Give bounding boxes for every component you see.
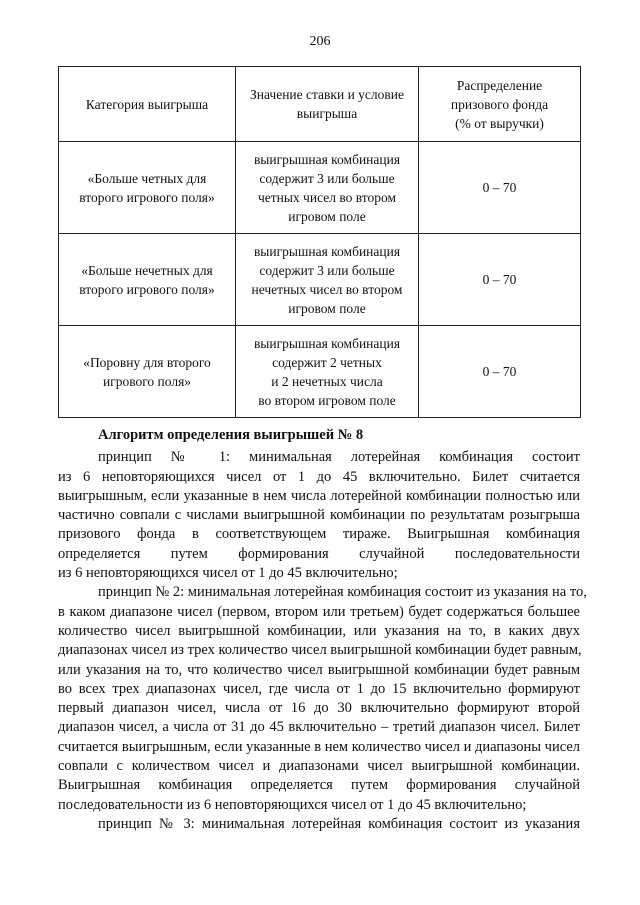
header-distribution: Распределение призового фонда (% от выручки) xyxy=(419,67,581,142)
table-row xyxy=(59,234,581,326)
header-condition: Значение ставки и условие выигрыша xyxy=(236,67,419,142)
prize-distribution-table xyxy=(58,66,581,418)
table-header-row xyxy=(59,67,581,142)
category-cell: «Больше четных для второго игрового поля» xyxy=(59,142,236,234)
table-row xyxy=(59,326,581,418)
table-row xyxy=(59,142,581,234)
condition-cell: выигрышная комбинация содержит 3 или больше четных чисел во втором игровом поле xyxy=(236,142,419,234)
principle-1-paragraph: принцип № 1: минимальная лотерейная комбинация состоит из 6 неповторяющихся чисел от 1 до 45 включительно. Билет считается выигрышным, если указанные в нем числа лотерейной комбинации полностью или частично совпали с числами выигрышной комбинации по результатам розыгрыша призового фонда в соответствующем тираже. Выигрышная комбинация определяется путем формирования случайной последовательности из 6 неповторяющихся чисел от 1 до 45 включительно; xyxy=(58,449,580,582)
principle-2-paragraph: принцип № 2: минимальная лотерейная комбинация состоит из указания на то, в каком диапазоне чисел (первом, втором или третьем) будет содержаться большее количество чисел выигрышной комбинации, или указания на то, в каких двух диапазонах чисел из трех количество чисел выигрышной комбинации будет равным, или указания на то, что количество чисел выигрышной комбинации будет равным во всех трех диапазонах чисел, где числа от 1 до 15 включительно формируют первый диапазон чисел, числа от 16 до 30 включительно формируют второй диапазон чисел, а числа от 31 до 45 включительно – третий диапазон чисел. Билет считается выигрышным, если указанные в нем количество чисел и диапазоны чисел совпали с количеством чисел и диапазонами чисел выигрышной комбинации. Выигрышная комбинация определяется путем формирования случайной последовательности из 6 неповторяющихся чисел от 1 до 45 включительно; xyxy=(58,584,587,813)
category-cell: «Поровну для второго игрового поля» xyxy=(59,326,236,418)
page-number: 206 xyxy=(309,34,331,49)
condition-cell: выигрышная комбинация содержит 3 или больше нечетных чисел во втором игровом поле xyxy=(236,234,419,326)
principle-3-paragraph: принцип № 3: минимальная лотерейная комбинация состоит из указания xyxy=(98,815,580,832)
header-category: Категория выигрыша xyxy=(59,67,236,142)
distribution-cell: 0 – 70 xyxy=(419,234,581,326)
algorithm-section xyxy=(58,426,587,834)
category-cell: «Больше нечетных для второго игрового поля» xyxy=(59,234,236,326)
condition-cell: выигрышная комбинация содержит 2 четных и 2 нечетных числа во втором игровом поле xyxy=(236,326,419,418)
section-heading: Алгоритм определения выигрышей № 8 xyxy=(98,427,364,443)
distribution-cell: 0 – 70 xyxy=(419,326,581,418)
distribution-cell: 0 – 70 xyxy=(419,142,581,234)
